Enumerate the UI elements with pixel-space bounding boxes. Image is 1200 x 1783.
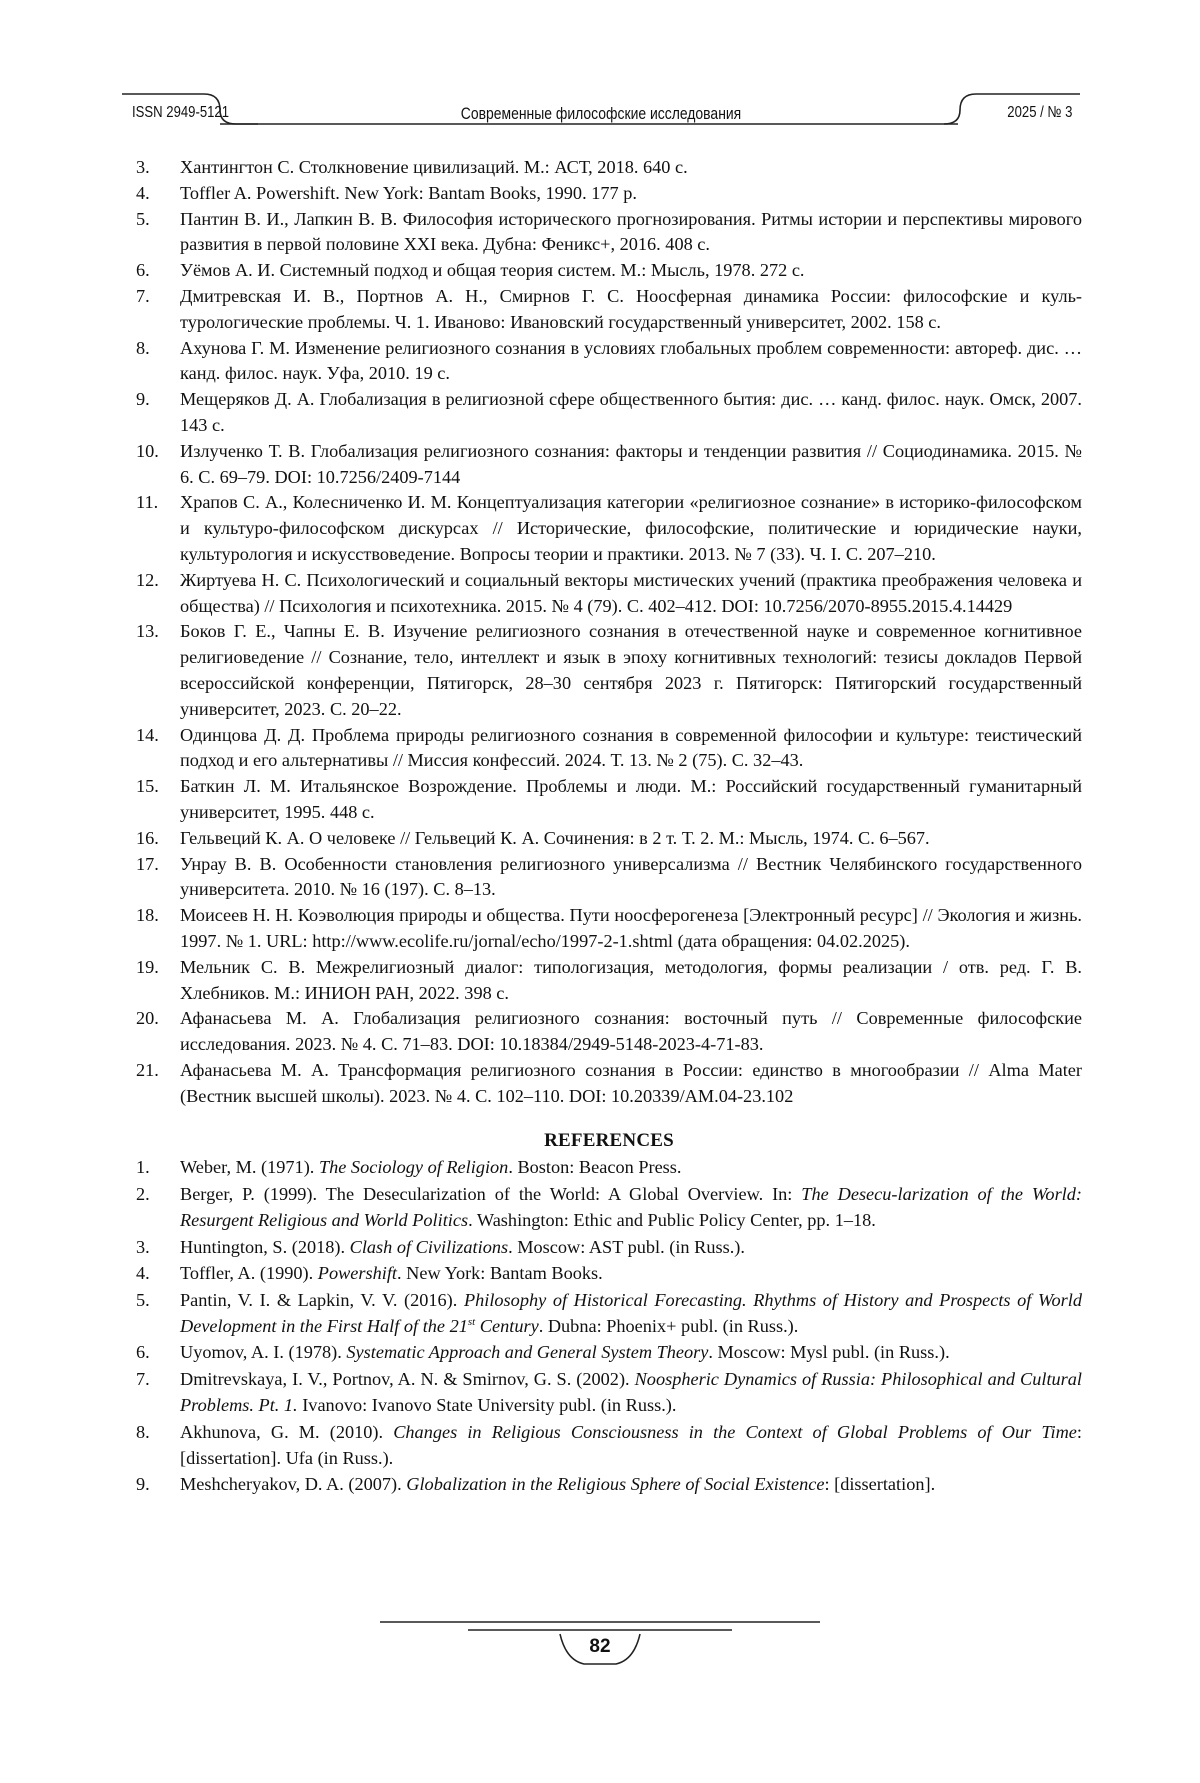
reference-text: Мельник С. В. Межрелигиозный диалог: типологизация, методология, формы реализации / отв. ред. Г. В. Хлебников. М.: ИНИОН РАН, 2022. 398 с. xyxy=(180,955,1082,1007)
reference-text-part: Weber, M. (1971). xyxy=(180,1157,319,1177)
page-header xyxy=(120,90,1082,136)
reference-item xyxy=(136,1471,1082,1497)
reference-text-part: . Moscow: AST publ. (in Russ.). xyxy=(508,1237,745,1257)
reference-text: Афанасьева М. А. Глобализация религиозного сознания: восточный путь // Современные фило­софские исследования. 2023. № 4. С. 71–83. DOI: 10.18384/2949-5148-2023-4-71-83. xyxy=(180,1006,1082,1058)
reference-number: 4. xyxy=(136,1260,180,1286)
reference-item xyxy=(136,1006,1082,1058)
reference-text xyxy=(180,1419,1082,1472)
reference-item xyxy=(136,826,1082,852)
reference-item xyxy=(136,284,1082,336)
reference-number: 8. xyxy=(136,336,180,388)
reference-item xyxy=(136,181,1082,207)
reference-text-part: Pantin, V. I. & Lapkin, V. V. (2016). xyxy=(180,1290,464,1310)
reference-text-part: . Washington: Ethic and Public Policy Center, pp. 1–18. xyxy=(468,1210,876,1230)
reference-text xyxy=(180,1154,1082,1180)
reference-item xyxy=(136,387,1082,439)
reference-text: Жиртуева Н. С. Психологический и социальный векторы мистических учений (практика пре­ображения человека и общества) // Психология и психотехника. 2015. № 4 (79). С. 402–412. DOI: 10.7256/2070-8955.2015.4.14429 xyxy=(180,568,1082,620)
reference-item xyxy=(136,490,1082,567)
reference-number: 7. xyxy=(136,1366,180,1419)
reference-item xyxy=(136,1419,1082,1472)
reference-number: 13. xyxy=(136,619,180,722)
reference-item xyxy=(136,1234,1082,1260)
reference-text-part: Dmitrevskaya, I. V., Portnov, A. N. & Smirnov, G. S. (2002). xyxy=(180,1369,635,1389)
reference-text: Унрау В. В. Особенности становления религиозного универсализма // Вестник Челябинского го­сударственного университета. 2010. № 16 (197). С. 8–13. xyxy=(180,852,1082,904)
reference-title-italic: Century xyxy=(475,1316,538,1336)
reference-text xyxy=(180,1287,1082,1340)
reference-number: 15. xyxy=(136,774,180,826)
reference-text: Мещеряков Д. А. Глобализация в религиозной сфере общественного бытия: дис. … канд. фи­лос. наук. Омск, 2007. 143 с. xyxy=(180,387,1082,439)
reference-item xyxy=(136,1339,1082,1365)
reference-text-part: Toffler, A. (1990). xyxy=(180,1263,318,1283)
reference-text xyxy=(180,1339,1082,1365)
reference-title-italic: Noospheric Dynamics of Russia: Philosophical and Cultural Problems. Pt. 1. xyxy=(180,1369,1082,1415)
reference-text-part: . Dubna: Phoenix+ publ. (in Russ.). xyxy=(539,1316,799,1336)
reference-number: 14. xyxy=(136,723,180,775)
reference-item xyxy=(136,774,1082,826)
reference-title-italic: Systematic Approach and General System Theory xyxy=(346,1342,708,1362)
reference-text xyxy=(180,1260,1082,1286)
reference-text-part: Berger, P. (1999). The Desecularization of the World: A Global Overview. In: xyxy=(180,1184,801,1204)
reference-number: 20. xyxy=(136,1006,180,1058)
reference-title-italic: Globalization in the Religious Sphere of Social Existence xyxy=(406,1474,824,1494)
reference-number: 11. xyxy=(136,490,180,567)
english-reference-list xyxy=(136,1154,1082,1497)
reference-text: Гельвеций К. А. О человеке // Гельвеций К. А. Сочинения: в 2 т. Т. 2. М.: Мысль, 1974. С. 6–567. xyxy=(180,826,1082,852)
reference-text: Храпов С. А., Колесниченко И. М. Концептуализация категории «религиозное сознание» в исто­рико-философском и культуро-философском дискурсах // Исторические, философские, полити­ческие и юридические науки, культурология и искусствоведение. Вопросы теории и практики. 2013. № 7 (33). Ч. I. С. 207–210. xyxy=(180,490,1082,567)
reference-item xyxy=(136,619,1082,722)
reference-text-part: Huntington, S. (2018). xyxy=(180,1237,350,1257)
reference-item xyxy=(136,1287,1082,1340)
reference-number: 3. xyxy=(136,1234,180,1260)
reference-text-part: . Moscow: Mysl publ. (in Russ.). xyxy=(708,1342,949,1362)
reference-item xyxy=(136,723,1082,775)
reference-number: 21. xyxy=(136,1058,180,1110)
reference-number: 5. xyxy=(136,1287,180,1340)
reference-number: 1. xyxy=(136,1154,180,1180)
reference-number: 4. xyxy=(136,181,180,207)
reference-item xyxy=(136,439,1082,491)
reference-text-part: Ivanovo: Ivanovo State University publ. (in Russ.). xyxy=(298,1395,677,1415)
reference-text: Хантингтон С. Столкновение цивилизаций. М.: АСТ, 2018. 640 с. xyxy=(180,155,1082,181)
reference-item xyxy=(136,207,1082,259)
reference-item xyxy=(136,1366,1082,1419)
reference-number: 6. xyxy=(136,1339,180,1365)
reference-item xyxy=(136,568,1082,620)
reference-number: 19. xyxy=(136,955,180,1007)
reference-number: 17. xyxy=(136,852,180,904)
reference-number: 9. xyxy=(136,387,180,439)
reference-text: Излученко Т. В. Глобализация религиозного сознания: факторы и тенденции развития // Социодинамика. 2015. № 6. С. 69–79. DOI: 10.7256/2409-7144 xyxy=(180,439,1082,491)
reference-text-part: . Boston: Beacon Press. xyxy=(508,1157,681,1177)
reference-number: 9. xyxy=(136,1471,180,1497)
issue-label: 2025 / № 3 xyxy=(1007,104,1072,122)
journal-title: Современные философские исследования xyxy=(207,104,996,124)
reference-text: Афанасьева М. А. Трансформация религиозного сознания в России: единство в многообразии // Alma Mater (Вестник высшей школы). 2023. № 4. С. 102–110. DOI: 10.20339/AM.04-23.102 xyxy=(180,1058,1082,1110)
reference-title-italic: The Desecu-larization of the World: Resurgent Religious and World Politics xyxy=(180,1184,1082,1230)
reference-item xyxy=(136,258,1082,284)
reference-text: Уёмов А. И. Системный подход и общая теория систем. М.: Мысль, 1978. 272 с. xyxy=(180,258,1082,284)
reference-text-part: Uyomov, A. I. (1978). xyxy=(180,1342,346,1362)
reference-number: 7. xyxy=(136,284,180,336)
reference-text xyxy=(180,1234,1082,1260)
reference-text: Toffler A. Powershift. New York: Bantam Books, 1990. 177 p. xyxy=(180,181,1082,207)
page-number: 82 xyxy=(380,1636,820,1658)
reference-text: Боков Г. Е., Чапны Е. В. Изучение религиозного сознания в отечественной науке и современное когнитивное религиоведение // Сознание, тело, интеллект и язык в эпоху когнитивных техно­логий: тезисы докладов Первой всероссийской конференции, Пятигорск, 28–30 сентября 2023 г. Пятигорск: Пятигорский государственный университет, 2023. С. 20–22. xyxy=(180,619,1082,722)
reference-title-italic: The Sociology of Religion xyxy=(319,1157,508,1177)
issn-label: ISSN 2949-5121 xyxy=(132,104,229,122)
reference-text-part: . New York: Bantam Books. xyxy=(397,1263,603,1283)
reference-item xyxy=(136,852,1082,904)
reference-text xyxy=(180,1366,1082,1419)
reference-number: 12. xyxy=(136,568,180,620)
reference-text: Моисеев Н. Н. Коэволюция природы и общества. Пути ноосферогенеза [Электронный ресурс] // Экология и жизнь. 1997. № 1. URL: http://www.ecolife.ru/jornal/echo/1997-2-1.shtml (дата обраще­ния: 04.02.2025). xyxy=(180,903,1082,955)
bibliography xyxy=(136,155,1082,1498)
reference-text-part: Akhunova, G. M. (2010). xyxy=(180,1422,393,1442)
reference-number: 3. xyxy=(136,155,180,181)
reference-item xyxy=(136,903,1082,955)
reference-item xyxy=(136,1181,1082,1234)
reference-text: Ахунова Г. М. Изменение религиозного сознания в условиях глобальных проблем современно­сти: автореф. дис. … канд. филос. наук. Уфа, 2010. 19 с. xyxy=(180,336,1082,388)
russian-reference-list xyxy=(136,155,1082,1109)
reference-text-part: Meshcheryakov, D. A. (2007). xyxy=(180,1474,406,1494)
reference-item xyxy=(136,1058,1082,1110)
reference-title-italic: Changes in Religious Consciousness in the Context of Global Problems of Our Time xyxy=(393,1422,1077,1442)
reference-text-part: : [dissertation]. xyxy=(824,1474,935,1494)
reference-title-italic: st xyxy=(468,1316,475,1328)
reference-item xyxy=(136,1154,1082,1180)
reference-item xyxy=(136,1260,1082,1286)
reference-number: 10. xyxy=(136,439,180,491)
reference-number: 8. xyxy=(136,1419,180,1472)
reference-text xyxy=(180,1181,1082,1234)
reference-text: Одинцова Д. Д. Проблема природы религиозного сознания в современной философии и культу­ре: теистический подход и его альтернативы // Миссия конфессий. 2024. Т. 13. № 2 (75). С. 32–43. xyxy=(180,723,1082,775)
reference-item xyxy=(136,336,1082,388)
reference-number: 16. xyxy=(136,826,180,852)
page-footer xyxy=(380,1620,820,1680)
reference-title-italic: Philosophy of Historical Forecasting. Rhythms of History and Prospects of World Development in the First Half of the 21 xyxy=(180,1290,1082,1336)
reference-number: 6. xyxy=(136,258,180,284)
reference-text: Баткин Л. М. Итальянское Возрождение. Проблемы и люди. М.: Российский государственный гуманитарный университет, 1995. 448 с. xyxy=(180,774,1082,826)
reference-item xyxy=(136,955,1082,1007)
reference-number: 2. xyxy=(136,1181,180,1234)
reference-number: 5. xyxy=(136,207,180,259)
reference-title-italic: Powershift xyxy=(318,1263,397,1283)
reference-text xyxy=(180,1471,1082,1497)
reference-number: 18. xyxy=(136,903,180,955)
reference-text: Пантин В. И., Лапкин В. В. Философия исторического прогнозирования. Ритмы истории и пер­спективы мирового развития в первой половине XXI века. Дубна: Феникс+, 2016. 408 с. xyxy=(180,207,1082,259)
reference-title-italic: Clash of Civilizations xyxy=(350,1237,508,1257)
references-heading: REFERENCES xyxy=(136,1128,1082,1154)
reference-item xyxy=(136,155,1082,181)
reference-text: Дмитревская И. В., Портнов А. Н., Смирнов Г. С. Ноосферная динамика России: философские и куль­турологические проблемы. Ч. 1. Иваново: Ивановский государственный университет, 2002. 158 с. xyxy=(180,284,1082,336)
reference-text-part: : [dissertation]. Ufa (in Russ.). xyxy=(180,1422,1082,1468)
